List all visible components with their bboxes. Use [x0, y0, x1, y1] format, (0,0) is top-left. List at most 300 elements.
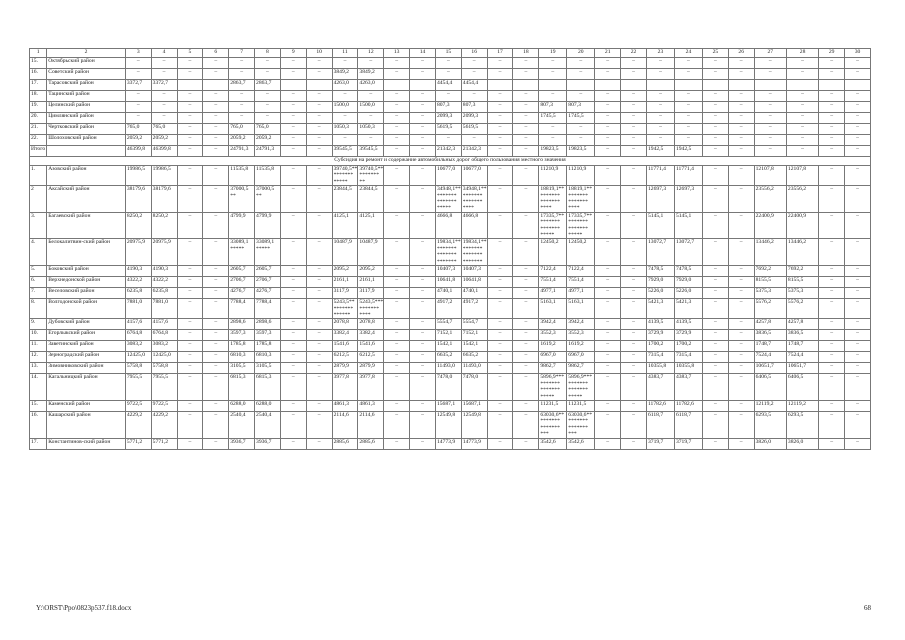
value-cell: 2059,2: [255, 135, 281, 146]
district-name-cell: Цимлянский район: [47, 113, 126, 124]
value-cell: –: [595, 146, 621, 157]
value-cell: –: [384, 69, 410, 80]
value-cell: 4263,0: [358, 80, 384, 91]
value-cell: –: [845, 113, 871, 124]
row-number-cell: 2: [30, 186, 47, 213]
value-cell: 1050,3: [358, 124, 384, 135]
value-cell: –: [203, 319, 229, 330]
value-cell: 4977,1: [539, 288, 567, 299]
value-cell: –: [410, 299, 436, 319]
value-cell: –: [513, 69, 539, 80]
value-cell: –: [621, 91, 647, 102]
value-cell: –: [306, 91, 332, 102]
value-cell: –: [595, 186, 621, 213]
value-cell: –: [306, 277, 332, 288]
value-cell: 23844,5: [332, 186, 358, 213]
district-name-cell: Шолоховский район: [47, 135, 126, 146]
value-cell: 7478,5: [674, 266, 702, 277]
value-cell: 9722,5: [151, 400, 177, 411]
value-cell: 7692,2: [786, 266, 818, 277]
table-row: [30, 341, 871, 352]
value-cell: –: [151, 113, 177, 124]
value-cell: –: [786, 58, 818, 69]
value-cell: 3942,4: [567, 319, 595, 330]
value-cell: 13072,7: [674, 239, 702, 266]
value-cell: –: [674, 69, 702, 80]
value-cell: –: [728, 266, 754, 277]
value-cell: 7122,4: [539, 266, 567, 277]
value-cell: 765,0: [229, 124, 255, 135]
value-cell: –: [410, 288, 436, 299]
value-cell: –: [177, 146, 203, 157]
table-row: [30, 58, 871, 69]
value-cell: –: [125, 91, 151, 102]
value-cell: –: [728, 239, 754, 266]
value-cell: 2114,6: [332, 411, 358, 438]
value-cell: –: [513, 266, 539, 277]
row-number-cell: 18.: [30, 91, 47, 102]
value-cell: –: [151, 69, 177, 80]
value-cell: 8250,2: [125, 212, 151, 239]
value-cell: –: [384, 102, 410, 113]
value-cell: 4139,5: [646, 319, 674, 330]
value-cell: 3083,2: [151, 341, 177, 352]
value-cell: 2059,2: [125, 135, 151, 146]
value-cell: 9: [280, 49, 306, 58]
value-cell: 4454,4: [461, 80, 487, 91]
value-cell: 7478,5: [646, 266, 674, 277]
value-cell: 12697,3: [646, 186, 674, 213]
value-cell: –: [203, 113, 229, 124]
value-cell: 3719,7: [674, 438, 702, 449]
value-cell: –: [539, 135, 567, 146]
value-cell: 6815,3: [255, 374, 281, 401]
value-cell: –: [567, 58, 595, 69]
value-cell: 37000,5 **: [255, 186, 281, 213]
value-cell: –: [728, 277, 754, 288]
value-cell: 8: [255, 49, 281, 58]
value-cell: –: [728, 69, 754, 80]
value-cell: 6288,0: [229, 400, 255, 411]
footer-file-path: Y:\ORST\Ppo\0823p537.f18.docx: [36, 604, 132, 612]
value-cell: 2161,1: [332, 277, 358, 288]
value-cell: 2885,6: [332, 438, 358, 449]
value-cell: 2605,7: [255, 266, 281, 277]
value-cell: –: [384, 186, 410, 213]
value-cell: 3729,9: [646, 330, 674, 341]
district-name-cell: Зерноградский район: [47, 352, 126, 363]
value-cell: [513, 80, 539, 91]
table-row: [30, 319, 871, 330]
value-cell: –: [306, 266, 332, 277]
value-cell: –: [728, 319, 754, 330]
value-cell: –: [702, 319, 728, 330]
value-cell: –: [513, 212, 539, 239]
value-cell: –: [410, 69, 436, 80]
value-cell: –: [487, 135, 513, 146]
value-cell: –: [786, 135, 818, 146]
value-cell: –: [702, 58, 728, 69]
value-cell: –: [332, 113, 358, 124]
value-cell: –: [487, 288, 513, 299]
value-cell: 11771,4: [674, 166, 702, 186]
value-cell: 4257,8: [786, 319, 818, 330]
value-cell: 5758,8: [125, 363, 151, 374]
value-cell: –: [410, 319, 436, 330]
value-cell: 5771,2: [151, 438, 177, 449]
value-cell: –: [621, 166, 647, 186]
value-cell: –: [845, 400, 871, 411]
value-cell: 25: [702, 49, 728, 58]
value-cell: 5554,7: [461, 319, 487, 330]
value-cell: –: [595, 374, 621, 401]
value-cell: –: [384, 330, 410, 341]
value-cell: 24791,3: [255, 146, 281, 157]
value-cell: 5619,5: [461, 124, 487, 135]
value-cell: –: [203, 91, 229, 102]
value-cell: –: [487, 146, 513, 157]
value-cell: 10355,8: [674, 363, 702, 374]
value-cell: 16: [461, 49, 487, 58]
value-cell: 3117,9: [332, 288, 358, 299]
value-cell: 6635,2: [435, 352, 461, 363]
value-cell: –: [754, 69, 786, 80]
table-row: [30, 352, 871, 363]
value-cell: –: [280, 363, 306, 374]
value-cell: 15: [435, 49, 461, 58]
value-cell: –: [845, 91, 871, 102]
section-title: Субсидия на ремонт и содержание автомобильных дорог общего пользования местного значения: [30, 157, 871, 166]
row-number-cell: 21.: [30, 124, 47, 135]
value-cell: 7315,4: [646, 352, 674, 363]
value-cell: 1748,7: [754, 341, 786, 352]
value-cell: –: [595, 166, 621, 186]
value-cell: –: [280, 212, 306, 239]
value-cell: 2706,7: [255, 277, 281, 288]
value-cell: –: [754, 91, 786, 102]
value-cell: 5145,1: [646, 212, 674, 239]
value-cell: 6815,3: [229, 374, 255, 401]
value-cell: –: [513, 363, 539, 374]
value-cell: 22400,9: [754, 212, 786, 239]
value-cell: –: [819, 330, 845, 341]
value-cell: 34948,1** ******* ******* ****: [462, 186, 487, 212]
value-cell: –: [487, 239, 513, 266]
value-cell: –: [595, 319, 621, 330]
value-cell: –: [646, 91, 674, 102]
value-cell: –: [203, 186, 229, 213]
value-cell: –: [280, 186, 306, 213]
value-cell: –: [728, 341, 754, 352]
value-cell: 10407,3: [435, 266, 461, 277]
value-cell: –: [177, 113, 203, 124]
value-cell: –: [125, 69, 151, 80]
value-cell: –: [513, 124, 539, 135]
value-cell: 6212,5: [332, 352, 358, 363]
value-cell: 4125,1: [332, 212, 358, 239]
value-cell: 4276,7: [229, 288, 255, 299]
value-cell: –: [754, 113, 786, 124]
value-cell: –: [410, 91, 436, 102]
value-cell: 4157,6: [125, 319, 151, 330]
value-cell: 3849,2: [332, 69, 358, 80]
value-cell: 6235,8: [151, 288, 177, 299]
value-cell: –: [177, 374, 203, 401]
value-cell: –: [229, 113, 255, 124]
value-cell: –: [384, 363, 410, 374]
value-cell: 2059,2: [229, 135, 255, 146]
row-number-cell: 15.: [30, 400, 47, 411]
value-cell: –: [819, 266, 845, 277]
value-cell: 10487,9: [358, 239, 384, 266]
value-cell: –: [203, 411, 229, 438]
value-cell: 12450,2: [539, 239, 567, 266]
value-cell: 3083,2: [125, 341, 151, 352]
value-cell: –: [280, 277, 306, 288]
value-cell: –: [845, 363, 871, 374]
table-row: [30, 135, 871, 146]
value-cell: 4977,1: [567, 288, 595, 299]
value-cell: 12119,2: [786, 400, 818, 411]
value-cell: –: [595, 330, 621, 341]
value-cell: –: [203, 212, 229, 239]
value-cell: 5226,0: [674, 288, 702, 299]
value-cell: 7955,5: [125, 374, 151, 401]
value-cell: 17335,7** ******* ******* *****: [539, 212, 567, 239]
value-cell: –: [728, 91, 754, 102]
value-cell: –: [280, 69, 306, 80]
value-cell: –: [280, 58, 306, 69]
value-cell: 23556,2: [754, 186, 786, 213]
value-cell: –: [280, 135, 306, 146]
value-cell: [819, 80, 845, 91]
value-cell: 3977,8: [358, 374, 384, 401]
value-cell: –: [845, 266, 871, 277]
value-cell: –: [384, 400, 410, 411]
value-cell: –: [595, 113, 621, 124]
value-cell: –: [728, 438, 754, 449]
value-cell: –: [595, 239, 621, 266]
value-cell: –: [177, 239, 203, 266]
value-cell: –: [595, 91, 621, 102]
value-cell: 46399,8: [125, 146, 151, 157]
value-cell: 10651,7: [786, 363, 818, 374]
value-cell: 807,3: [435, 102, 461, 113]
value-cell: –: [487, 299, 513, 319]
value-cell: –: [539, 58, 567, 69]
row-number-cell: 15.: [30, 58, 47, 69]
value-cell: –: [229, 102, 255, 113]
value-cell: –: [513, 288, 539, 299]
value-cell: –: [306, 239, 332, 266]
value-cell: 39545,5: [332, 146, 358, 157]
value-cell: –: [845, 411, 871, 438]
value-cell: –: [306, 58, 332, 69]
value-cell: 22400,9: [786, 212, 818, 239]
value-cell: –: [621, 299, 647, 319]
value-cell: 38179,6: [151, 186, 177, 213]
value-cell: –: [754, 146, 786, 157]
row-number-cell: 20.: [30, 113, 47, 124]
value-cell: 24: [674, 49, 702, 58]
value-cell: –: [151, 91, 177, 102]
value-cell: 18819,1** ******* ******* ****: [567, 186, 595, 213]
value-cell: 12425,0: [125, 352, 151, 363]
value-cell: –: [728, 113, 754, 124]
value-cell: 1785,8: [229, 341, 255, 352]
value-cell: –: [728, 411, 754, 438]
value-cell: 18: [513, 49, 539, 58]
row-number-cell: 17.: [30, 438, 47, 449]
value-cell: 5145,1: [674, 212, 702, 239]
value-cell: 4: [151, 49, 177, 58]
value-cell: 2078,8: [358, 319, 384, 330]
value-cell: 7478,0: [461, 374, 487, 401]
value-cell: 7955,5: [151, 374, 177, 401]
value-cell: 12107,8: [754, 166, 786, 186]
value-cell: –: [702, 411, 728, 438]
value-cell: –: [702, 277, 728, 288]
value-cell: –: [621, 113, 647, 124]
value-cell: –: [280, 352, 306, 363]
value-cell: 12450,2: [567, 239, 595, 266]
value-cell: 10407,3: [461, 266, 487, 277]
value-cell: 6235,8: [125, 288, 151, 299]
value-cell: –: [621, 239, 647, 266]
value-cell: 1619,2: [567, 341, 595, 352]
value-cell: –: [410, 239, 436, 266]
value-cell: 11782,6: [674, 400, 702, 411]
value-cell: –: [306, 438, 332, 449]
value-cell: 9862,7: [539, 363, 567, 374]
value-cell: –: [280, 288, 306, 299]
district-name-cell: Кашарский район: [47, 411, 126, 438]
value-cell: –: [728, 212, 754, 239]
value-cell: 3977,8: [332, 374, 358, 401]
value-cell: –: [513, 146, 539, 157]
row-number-cell: Итого: [30, 146, 47, 157]
value-cell: 3597,3: [229, 330, 255, 341]
value-cell: –: [410, 124, 436, 135]
table-row: [30, 124, 871, 135]
value-cell: –: [410, 277, 436, 288]
value-cell: –: [384, 239, 410, 266]
value-cell: –: [819, 186, 845, 213]
value-cell: [280, 80, 306, 91]
value-cell: 3382,4: [332, 330, 358, 341]
value-cell: 11771,4: [646, 166, 674, 186]
value-cell: –: [702, 212, 728, 239]
value-cell: –: [384, 288, 410, 299]
value-cell: –: [203, 277, 229, 288]
value-cell: –: [410, 212, 436, 239]
value-cell: 19986,5: [125, 166, 151, 186]
value-cell: –: [306, 124, 332, 135]
value-cell: 11493,0: [435, 363, 461, 374]
value-cell: 19834,1** ******* ******* *******: [462, 239, 487, 265]
value-cell: –: [621, 277, 647, 288]
value-cell: 6967,0: [539, 352, 567, 363]
value-cell: [595, 80, 621, 91]
table-row: [30, 239, 871, 266]
district-name-cell: Октябрьский район: [47, 58, 126, 69]
value-cell: 9722,5: [125, 400, 151, 411]
row-number-cell: 10.: [30, 330, 47, 341]
district-name-cell: Чертковский район: [47, 124, 126, 135]
value-cell: 6293,5: [786, 411, 818, 438]
value-cell: [567, 80, 595, 91]
value-cell: 3936,7: [255, 438, 281, 449]
value-cell: –: [487, 363, 513, 374]
value-cell: –: [595, 58, 621, 69]
value-cell: 10641,8: [435, 277, 461, 288]
value-cell: 6406,5: [786, 374, 818, 401]
value-cell: –: [461, 58, 487, 69]
row-number-cell: 4.: [30, 239, 47, 266]
value-cell: [410, 80, 436, 91]
value-cell: –: [621, 374, 647, 401]
value-cell: –: [306, 113, 332, 124]
value-cell: 19823,5: [567, 146, 595, 157]
value-cell: 4799,9: [229, 212, 255, 239]
row-number-cell: 22.: [30, 135, 47, 146]
column-number-row: [30, 49, 871, 58]
value-cell: 2863,7: [255, 80, 281, 91]
value-cell: 6764,8: [151, 330, 177, 341]
value-cell: 6967,0: [567, 352, 595, 363]
table-row: [30, 411, 871, 438]
value-cell: –: [177, 438, 203, 449]
value-cell: 4454,4: [435, 80, 461, 91]
value-cell: –: [306, 186, 332, 213]
value-cell: 7881,0: [125, 299, 151, 319]
value-cell: –: [513, 438, 539, 449]
row-number-cell: 6.: [30, 277, 47, 288]
value-cell: –: [332, 135, 358, 146]
row-number-cell: 1.: [30, 166, 47, 186]
value-cell: 11782,6: [646, 400, 674, 411]
value-cell: 10: [306, 49, 332, 58]
value-cell: 4322,2: [125, 277, 151, 288]
value-cell: 807,3: [567, 102, 595, 113]
value-cell: –: [728, 186, 754, 213]
value-cell: 15687,1: [435, 400, 461, 411]
value-cell: –: [203, 374, 229, 401]
value-cell: –: [280, 411, 306, 438]
value-cell: 3552,3: [539, 330, 567, 341]
value-cell: –: [435, 91, 461, 102]
value-cell: –: [845, 352, 871, 363]
value-cell: 11231,5: [567, 400, 595, 411]
value-cell: 5421,3: [646, 299, 674, 319]
value-cell: –: [728, 58, 754, 69]
value-cell: –: [384, 146, 410, 157]
value-cell: 12: [358, 49, 384, 58]
value-cell: 3826,0: [754, 438, 786, 449]
value-cell: –: [384, 166, 410, 186]
value-cell: 3936,7: [229, 438, 255, 449]
value-cell: 1942,5: [674, 146, 702, 157]
value-cell: –: [819, 239, 845, 266]
value-cell: 12425,0: [151, 352, 177, 363]
value-cell: –: [845, 341, 871, 352]
table-row: [30, 102, 871, 113]
value-cell: 7929,0: [646, 277, 674, 288]
value-cell: –: [621, 186, 647, 213]
value-cell: 1050,3: [332, 124, 358, 135]
value-cell: 4740,1: [461, 288, 487, 299]
value-cell: –: [255, 58, 281, 69]
